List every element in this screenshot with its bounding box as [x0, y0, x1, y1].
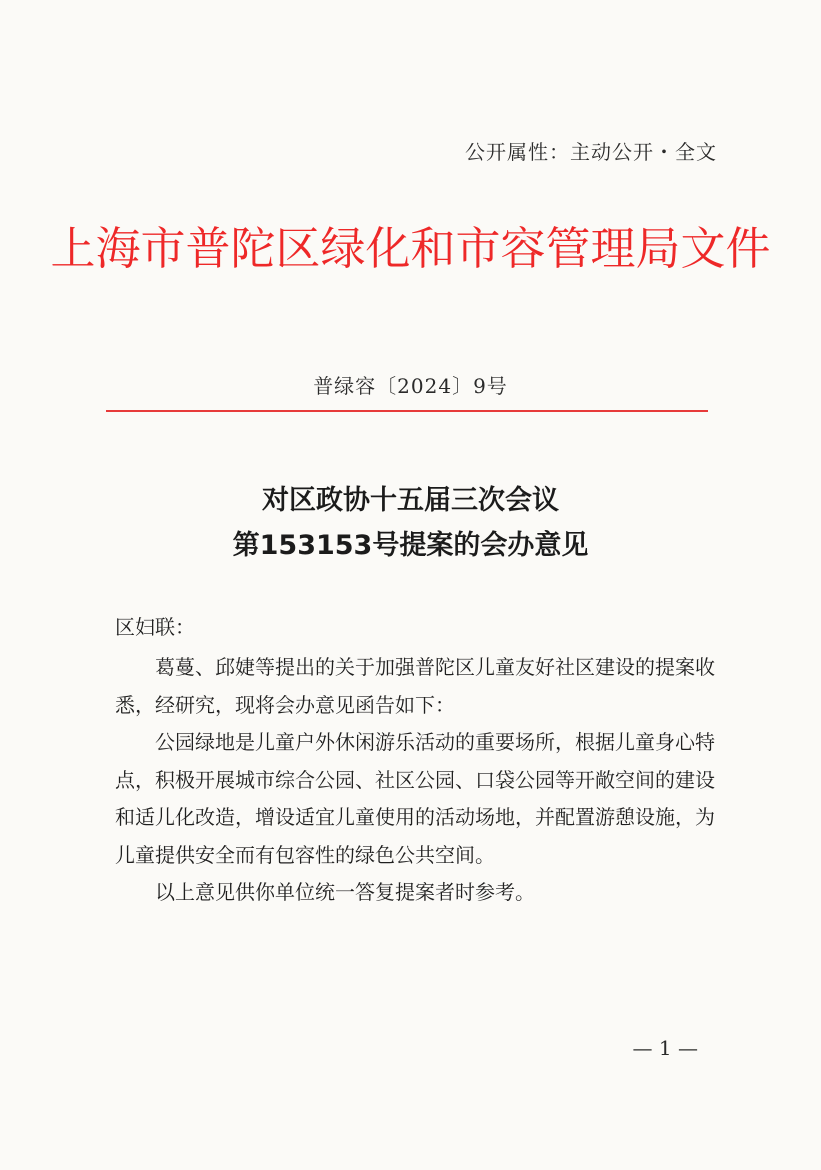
document-number: 普绿容〔2024〕9号	[313, 374, 508, 398]
body-text	[115, 649, 724, 912]
salutation: 区妇联：	[115, 615, 195, 639]
subject-line-2: 第153153号提案的会办意见	[232, 530, 589, 561]
body-paragraph-3: 以上意见供你单位统一答复提案者时参考。	[155, 880, 535, 904]
body-paragraph-2: 公园绿地是儿童户外休闲游乐活动的重要场所，根据儿童身心特点，积极开展城市综合公园、社区公园、口袋公园等开敞空间的建设和适儿化改造，增设适宜儿童使用的活动场地，并配置游憩设施，为儿童提供安全而有包容性的绿色公共空间。	[115, 730, 715, 867]
body-paragraph-1: 葛蔓、邱婕等提出的关于加强普陀区儿童友好社区建设的提案收悉，经研究，现将会办意见函告如下：	[115, 655, 715, 717]
page-number: — 1 —	[632, 1036, 698, 1060]
agency-header-title: 上海市普陀区绿化和市容管理局文件	[50, 222, 771, 275]
subject-line-1: 对区政协十五届三次会议	[262, 485, 559, 516]
red-divider-line	[106, 410, 708, 412]
disclosure-attribute: 公开属性：主动公开・全文	[465, 140, 717, 164]
document-subject	[0, 478, 821, 568]
